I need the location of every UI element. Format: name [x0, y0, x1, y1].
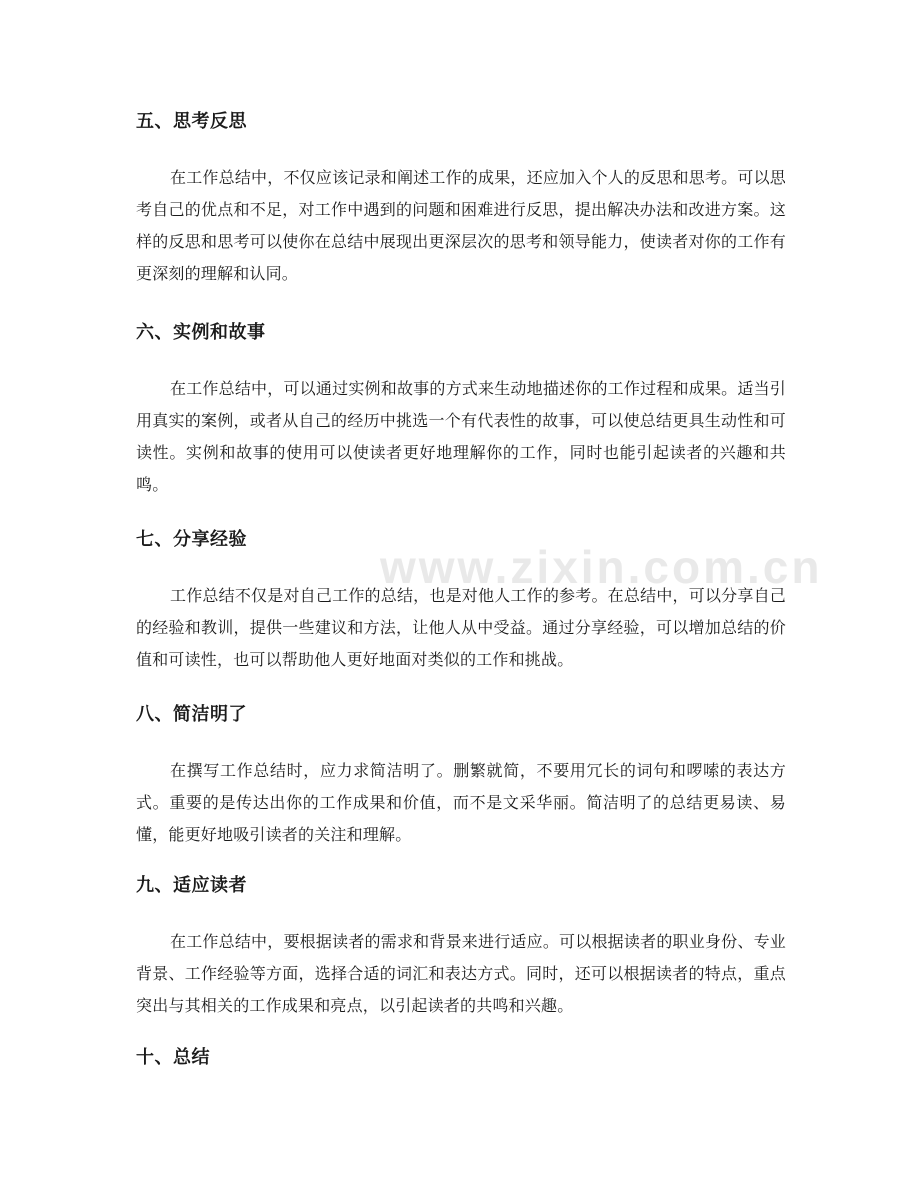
section-heading: 八、简洁明了	[136, 704, 247, 725]
section-heading: 七、分享经验	[136, 529, 247, 550]
section-paragraph: 在工作总结中，要根据读者的需求和背景来进行适应。可以根据读者的职业身份、专业背景、工作经验等方面，选择合适的词汇和表达方式。同时，还可以根据读者的特点，重点突出与其相关的工作成果和亮点，以引起读者的共鸣和兴趣。	[136, 932, 786, 1015]
section-adapt-readers	[136, 874, 786, 1022]
section-reflection	[136, 110, 786, 290]
section-heading: 九、适应读者	[136, 875, 247, 896]
section-examples-stories	[136, 321, 786, 501]
section-heading: 十、总结	[136, 1047, 210, 1068]
section-summary	[136, 1046, 786, 1070]
section-paragraph: 在撰写工作总结时，应力求简洁明了。删繁就简，不要用冗长的词句和啰嗦的表达方式。重要的是传达出你的工作成果和价值，而不是文采华丽。简洁明了的总结更易读、易懂，能更好地吸引读者的关注和理解。	[136, 761, 786, 844]
watermark: www.zixin.com.cn	[380, 541, 823, 593]
section-concise	[136, 703, 786, 851]
section-heading: 五、思考反思	[136, 111, 247, 132]
section-heading: 六、实例和故事	[136, 322, 266, 343]
section-paragraph: 在工作总结中，可以通过实例和故事的方式来生动地描述你的工作过程和成果。适当引用真实的案例，或者从自己的经历中挑选一个有代表性的故事，可以使总结更具生动性和可读性。实例和故事的使用可以使读者更好地理解你的工作，同时也能引起读者的兴趣和共鸣。	[136, 379, 786, 494]
section-paragraph: 在工作总结中，不仅应该记录和阐述工作的成果，还应加入个人的反思和思考。可以思考自己的优点和不足，对工作中遇到的问题和困难进行反思，提出解决办法和改进方案。这样的反思和思考可以使你在总结中展现出更深层次的思考和领导能力，使读者对你的工作有更深刻的理解和认同。	[136, 168, 786, 283]
section-share-experience	[136, 528, 786, 676]
section-paragraph: 工作总结不仅是对自己工作的总结，也是对他人工作的参考。在总结中，可以分享自己的经验和教训，提供一些建议和方法，让他人从中受益。通过分享经验，可以增加总结的价值和可读性，也可以帮助他人更好地面对类似的工作和挑战。	[136, 586, 786, 669]
